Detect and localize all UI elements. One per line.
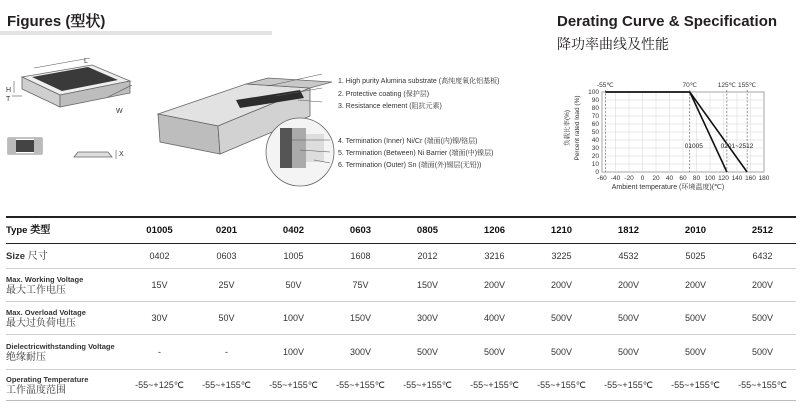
table-cell: -55~+155℃ [729, 370, 796, 401]
table-header-col: 0201 [193, 217, 260, 244]
table-cell: 50V [260, 269, 327, 302]
figures-title: Figures (型状) [7, 13, 106, 30]
x-tick-label: 0 [640, 175, 645, 182]
table-cell: 3216 [461, 244, 528, 269]
table-cell: 3225 [528, 244, 595, 269]
table-row [6, 370, 796, 401]
table-header-col: 0402 [260, 217, 327, 244]
table-cell: 15V [126, 269, 193, 302]
resistor-dimension-drawing [0, 55, 150, 165]
resistor-cross-section [150, 70, 336, 190]
table-cell: 300V [394, 302, 461, 335]
x-tick-label: 140 [731, 175, 743, 182]
table-header-col: 0805 [394, 217, 461, 244]
x-tick-label: 80 [692, 175, 701, 182]
table-cell: 500V [595, 302, 662, 335]
table-header-col: 01005 [126, 217, 193, 244]
y-axis-label-en: Percent rated load (%) [574, 95, 581, 161]
table-cell: -55~+155℃ [461, 370, 528, 401]
y-tick-label: 60 [591, 121, 599, 129]
x-tick-label: -40 [610, 175, 621, 182]
y-tick-label: 50 [591, 129, 599, 137]
y-axis-label-zh: 负载比率(%) [564, 109, 571, 147]
callout-3: 3. Resistance element (阻抗元素) [338, 103, 442, 110]
y-tick-label: 100 [588, 89, 599, 97]
table-cell: 500V [662, 302, 729, 335]
series-label-0201-2512: 0201~2512 [720, 143, 754, 150]
table-cell: 200V [729, 269, 796, 302]
x-tick-label: 180 [758, 175, 770, 182]
table-cell: 100V [260, 302, 327, 335]
dim-label-l: L [84, 58, 88, 65]
annotation-label: 70℃ [682, 82, 698, 89]
table-cell: - [126, 335, 193, 370]
table-cell: 1608 [327, 244, 394, 269]
table-cell: 1005 [260, 244, 327, 269]
x-tick-label: 60 [679, 175, 687, 182]
table-header-col: 1210 [528, 217, 595, 244]
table-cell: 0603 [193, 244, 260, 269]
table-cell: 2012 [394, 244, 461, 269]
y-tick-label: 20 [591, 153, 599, 161]
table-cell: 150V [394, 269, 461, 302]
table-cell: 500V [394, 335, 461, 370]
series-label-01005: 01005 [684, 143, 703, 150]
table-cell: 300V [327, 335, 394, 370]
figures-title-rule [0, 31, 272, 35]
x-tick-label: 20 [652, 175, 660, 182]
row-label: Max. Working Voltage 最大工作电压 [6, 269, 126, 302]
x-tick-labels [597, 175, 770, 182]
x-axis-label: Ambient temperature (环境温度)(℃) [611, 184, 725, 191]
table-cell: 25V [193, 269, 260, 302]
dim-label-w: W [116, 108, 123, 115]
callout-4: 4. Termination (Inner) Ni/Cr (端面(内)镍/铬层) [338, 138, 478, 145]
dim-label-t: T [6, 96, 11, 103]
callout-5: 5. Termination (Between) Ni Barrier (端面(中)镍层) [338, 150, 494, 157]
x-tick-label: 100 [704, 175, 716, 182]
table-cell: 100V [260, 335, 327, 370]
table-cell: -55~+155℃ [394, 370, 461, 401]
table-cell: 6432 [729, 244, 796, 269]
table-cell: 30V [126, 302, 193, 335]
table-header-type: Type 类型 [6, 217, 126, 244]
dim-label-h: H [6, 87, 12, 94]
table-cell: 500V [662, 335, 729, 370]
table-cell: 0402 [126, 244, 193, 269]
row-label: Size 尺寸 [6, 244, 126, 269]
callout-1: 1. High purity Alumina substrate (高纯度氧化铝基板) [338, 78, 500, 85]
y-tick-labels [588, 89, 599, 176]
table-cell: 500V [528, 335, 595, 370]
table-header-col: 1812 [595, 217, 662, 244]
table-cell: -55~+155℃ [595, 370, 662, 401]
x-tick-label: 160 [745, 175, 756, 182]
table-row [6, 244, 796, 269]
table-cell: -55~+155℃ [193, 370, 260, 401]
table-cell: 500V [461, 335, 528, 370]
table-cell: -55~+125℃ [126, 370, 193, 401]
derating-title: Derating Curve & Specification [557, 13, 778, 30]
table-cell: 200V [461, 269, 528, 302]
table-cell: 200V [595, 269, 662, 302]
row-label: Operating Temperature 工作温度范围 [6, 370, 126, 401]
callout-6: 6. Termination (Outer) Sn (端面(外)锡层(无铅)) [338, 162, 482, 169]
callout-2: 2. Protective coating (保护层) [338, 91, 430, 98]
table-cell: -55~+155℃ [662, 370, 729, 401]
table-cell: 200V [662, 269, 729, 302]
table-cell: -55~+155℃ [327, 370, 394, 401]
table-cell: 75V [327, 269, 394, 302]
x-tick-label: 40 [665, 175, 674, 182]
x-tick-label: -20 [624, 175, 634, 182]
row-label: Max. Overload Voltage 最大过负荷电压 [6, 302, 126, 335]
table-cell: 50V [193, 302, 260, 335]
derating-subtitle: 降功率曲线及性能 [557, 36, 669, 52]
table-header-row [6, 217, 796, 244]
table-cell: 4532 [595, 244, 662, 269]
spec-table [6, 216, 796, 401]
table-cell: -55~+155℃ [260, 370, 327, 401]
table-row [6, 269, 796, 302]
row-label: Dielectricwithstanding Voltage 绝缘耐压 [6, 335, 126, 370]
dim-label-x: X [119, 151, 124, 158]
table-header-col: 1206 [461, 217, 528, 244]
x-tick-label: 120 [718, 175, 729, 182]
table-cell: - [193, 335, 260, 370]
table-cell: 500V [528, 302, 595, 335]
y-tick-label: 80 [591, 105, 599, 113]
table-header-col: 2010 [662, 217, 729, 244]
x-tick-label: -60 [597, 175, 607, 182]
table-cell: 150V [327, 302, 394, 335]
y-tick-label: 0 [595, 169, 599, 177]
annotation-label: 155℃ [738, 82, 757, 89]
table-header-col: 2512 [729, 217, 796, 244]
table-row [6, 302, 796, 335]
y-tick-label: 70 [591, 113, 599, 121]
table-cell: 500V [729, 335, 796, 370]
table-cell: 500V [595, 335, 662, 370]
y-tick-label: 30 [591, 145, 599, 153]
table-cell: 500V [729, 302, 796, 335]
table-row [6, 335, 796, 370]
y-tick-label: 10 [591, 161, 599, 169]
y-tick-label: 90 [591, 97, 599, 105]
table-cell: -55~+155℃ [528, 370, 595, 401]
derating-chart [560, 76, 794, 194]
annotation-label: 125℃ [717, 82, 736, 89]
table-header-col: 0603 [327, 217, 394, 244]
chart-grid [602, 92, 764, 172]
table-cell: 5025 [662, 244, 729, 269]
annotation-label: -55℃ [597, 82, 614, 89]
table-cell: 400V [461, 302, 528, 335]
table-cell: 200V [528, 269, 595, 302]
y-tick-label: 40 [591, 137, 599, 145]
